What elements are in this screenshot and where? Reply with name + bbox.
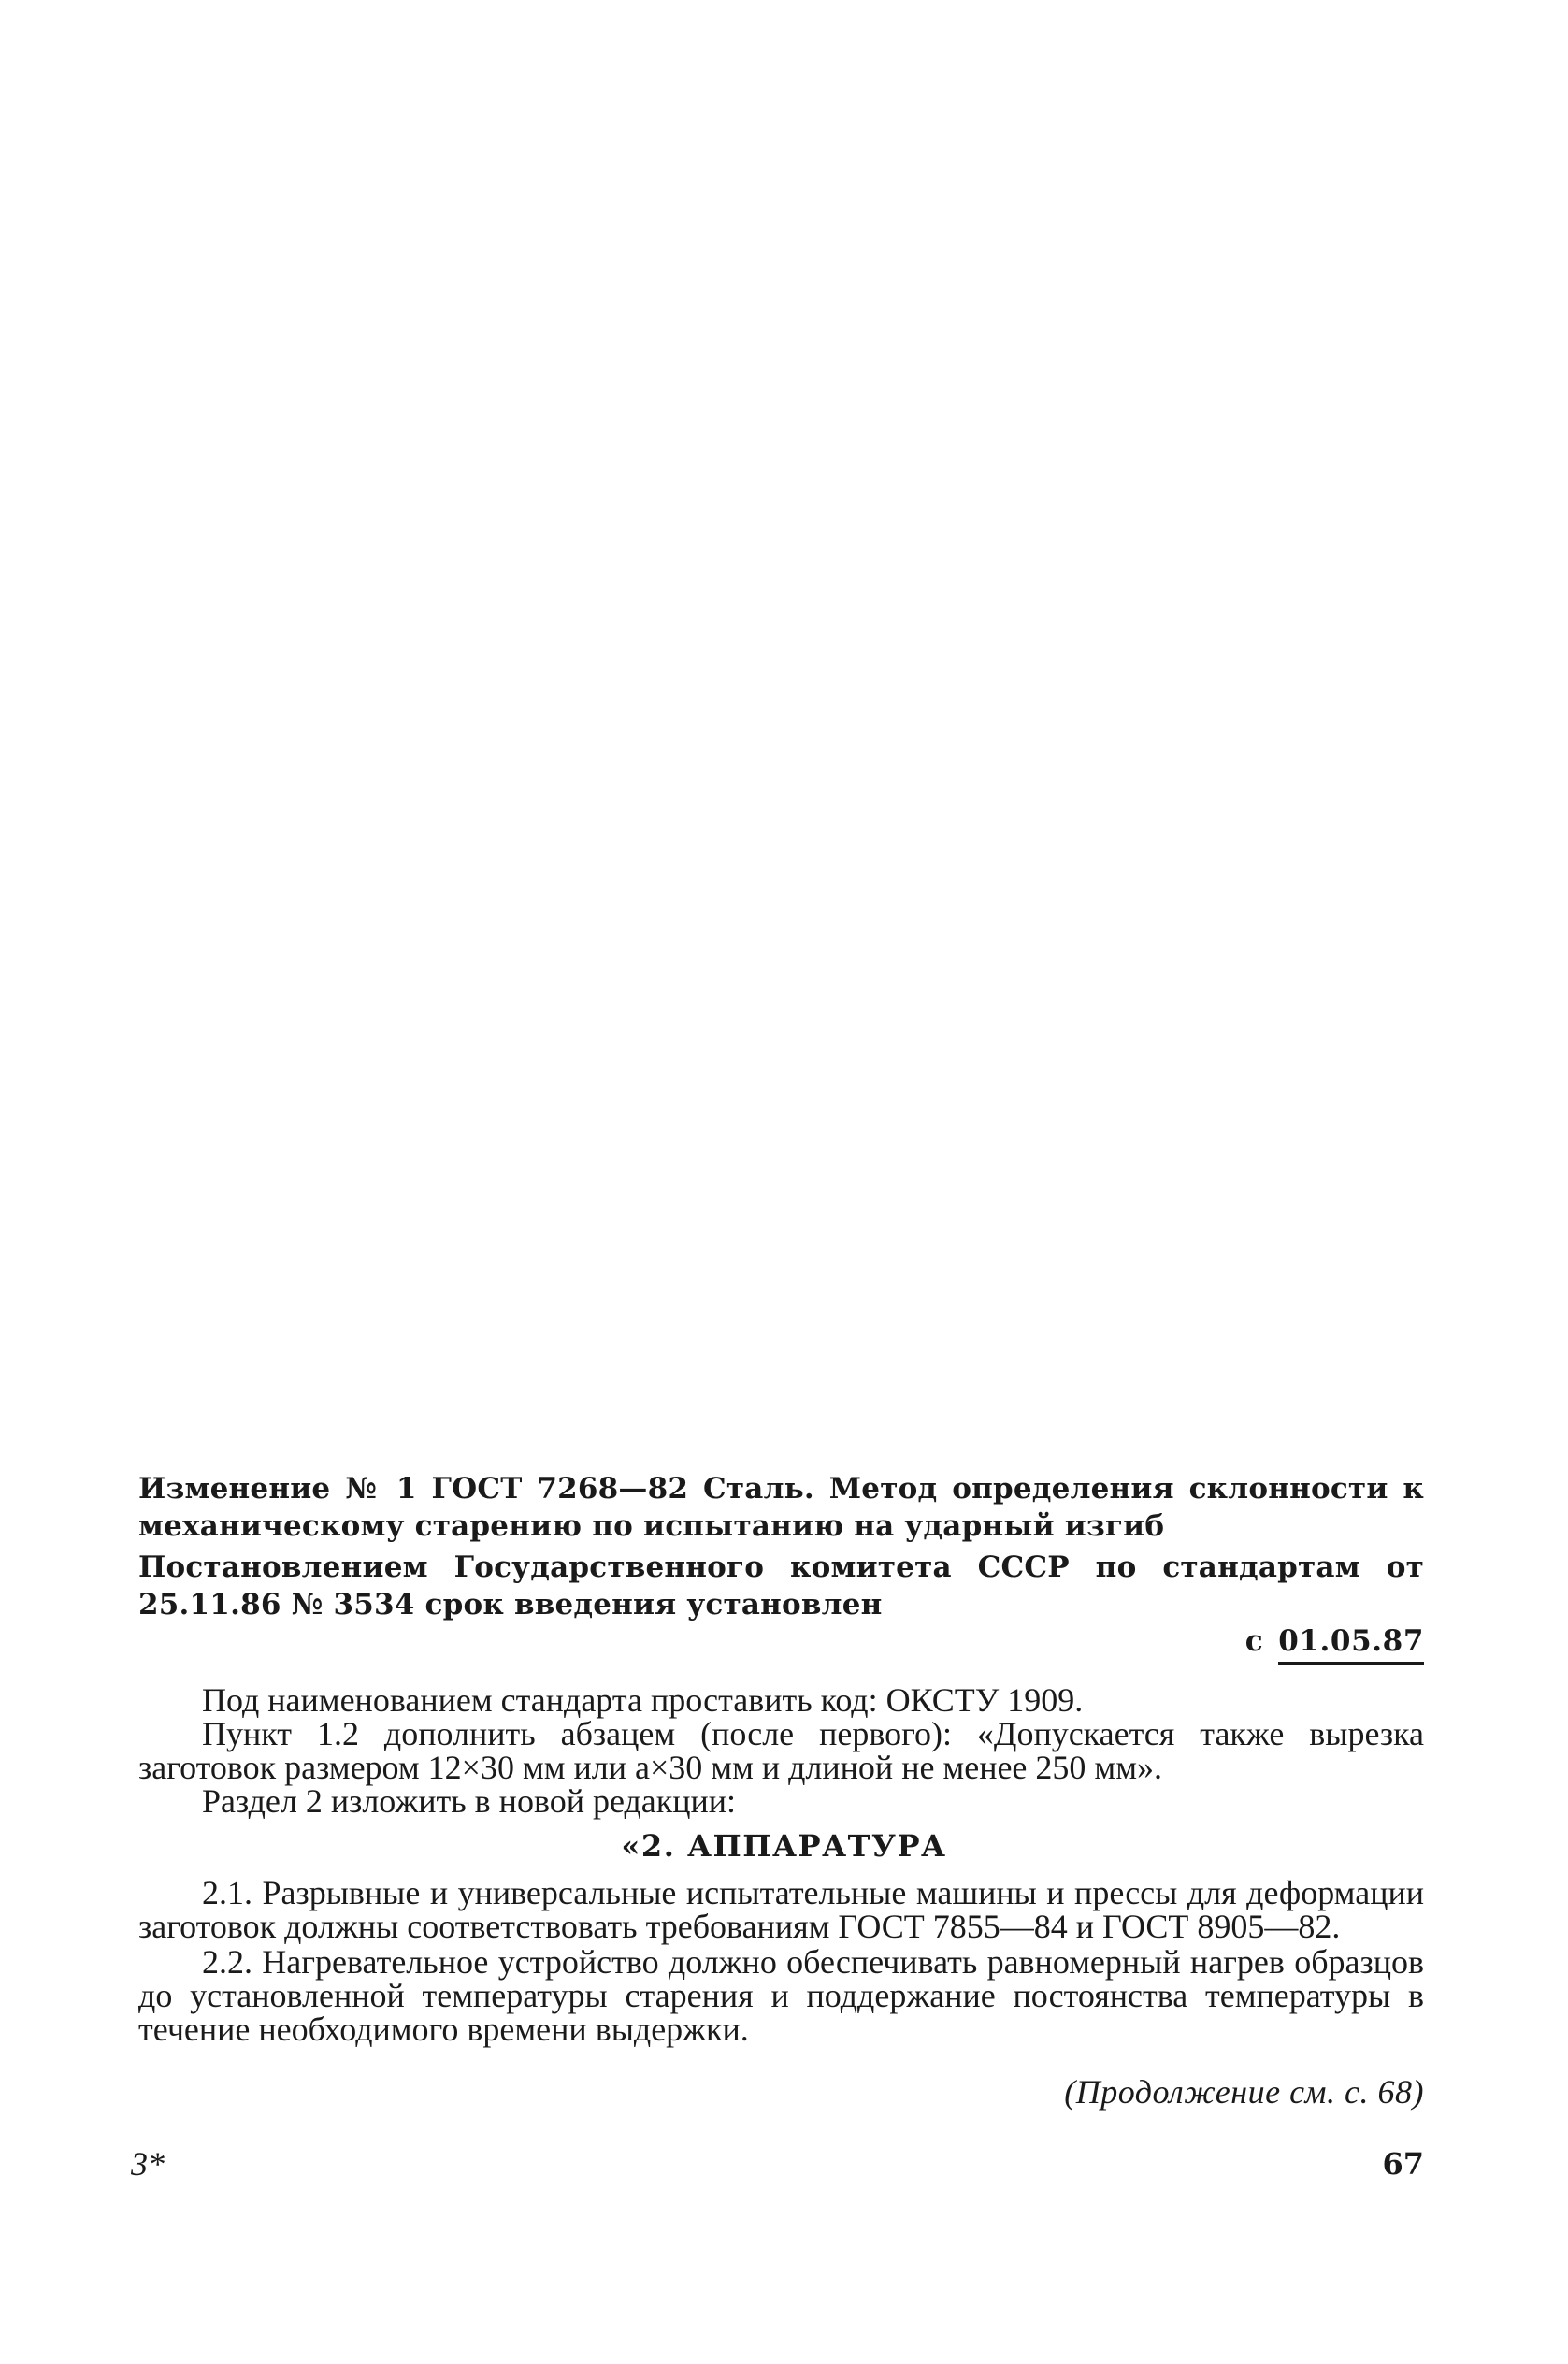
clause-1-2-paragraph: Пункт 1.2 дополнить абзацем (после первого): «Допускается также вырезка заготовок размером 12×30 мм или a×30 мм и длиной не менее 250 мм». [138,1715,1424,1786]
decree-statement: Постановлением Государственного комитета СССР по стандартам от 25.11.86 № 3534 срок введения установлен [138,1550,1424,1622]
section-2-instruction: Раздел 2 изложить в новой редакции: [202,1782,737,1820]
intro-paragraphs [138,1683,1424,1818]
amendment-title: Изменение № 1 ГОСТ 7268—82 Сталь. Метод определения склонности к механическому старению по испытанию на ударный изгиб [138,1472,1424,1543]
section-heading: «2. АППАРАТУРА [621,1828,947,1864]
page-number: 67 [1382,2146,1424,2182]
continuation-note: (Продолжение см. с. 68) [1064,2073,1424,2111]
signature-mark: 3* [131,2145,165,2183]
section-paragraphs [138,1876,1424,2046]
clause-2-2-paragraph: 2.2. Нагревательное устройство должно обеспечивать равномерный нагрев образцов до установленной температуры старения и поддержание постоянства температуры в течение необходимого времени выдержки. [138,1943,1424,2048]
okstu-code-paragraph: Под наименованием стандарта проставить код: ОКСТУ 1909. [202,1681,1084,1719]
clause-2-1-paragraph: 2.1. Разрывные и универсальные испытательные машины и прессы для деформации заготовок должны соответствовать требованиям ГОСТ 7855—84 и ГОСТ 8905—82. [138,1874,1424,1945]
effective-date-prefix: с [1244,1624,1264,1658]
effective-date-line [1245,1622,1424,1665]
effective-date: 01.05.87 [1278,1622,1424,1665]
